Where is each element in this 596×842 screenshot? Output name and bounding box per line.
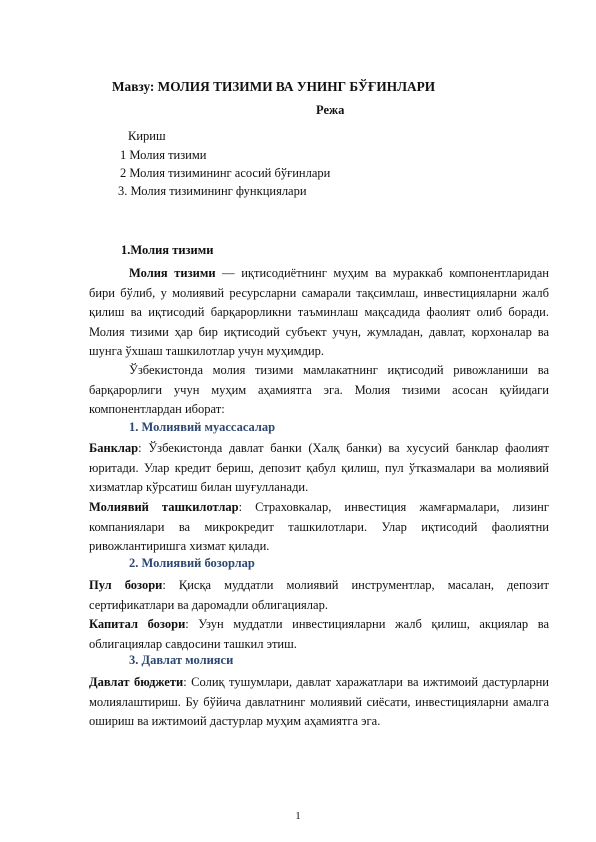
subsection-heading-1: 1. Молиявий муассасалар bbox=[129, 420, 276, 434]
page-number: 1 bbox=[295, 810, 301, 822]
item-term: Банклар bbox=[89, 441, 139, 455]
paragraph-2: Ўзбекистонда молия тизими мамлакатнинг иқтисодий ривожланиши ва барқарорлиги учун муҳим аҳамиятга эга. Молия тизими асосан қуйидаги компонентлардан иборат: bbox=[89, 363, 549, 416]
plan-item-1: 1 Молия тизими bbox=[120, 148, 207, 162]
item-term: Молиявий ташкилотлар bbox=[89, 500, 239, 514]
item-term: Давлат бюджети bbox=[89, 675, 184, 689]
intro-text: — иқтисодиётнинг муҳим ва мураккаб компонентларидан бири бўлиб, у молиявий ресурсларни самарали тақсимлаш, инвестицияларни жалб қилиш ва иқтисодий барқарорликни таъминлаш мақсадида фаолият олиб боради. Молия тизими ҳар бир иқтисодий субъект учун, жумладан, давлат, корхоналар ва шунга ўхшаш ташкилотлар учун муҳимдир. bbox=[89, 266, 550, 358]
item-banks bbox=[89, 439, 549, 498]
item-capital-market bbox=[89, 615, 549, 654]
subsection-heading-3: 3. Давлат молияси bbox=[129, 653, 234, 667]
item-text: : Солиқ тушумлари, давлат харажатлари ва ижтимоий дастурларни молиялаштириш. Бу бўйича давлатнинг молиявий сиёсати, инвестицияларни амалга ошириш ва ижтимоий дастурлар муҳим аҳамиятга эга. bbox=[89, 675, 549, 728]
intro-term: Молия тизими bbox=[129, 266, 216, 280]
plan-item-intro: Кириш bbox=[128, 129, 166, 143]
item-text: : Қисқа муддатли молиявий инструментлар, масалан, депозит сертификатлари ва даромадли облигациялар. bbox=[89, 578, 549, 612]
document-title: Мавзу: МОЛИЯ ТИЗИМИ ВА УНИНГ БЎҒИНЛАРИ bbox=[112, 79, 436, 94]
item-term: Пул бозори bbox=[89, 578, 163, 592]
item-text: : Страховкалар, инвестиция жамғармалари, лизинг компаниялари ва микрокредит ташкилотлари. Улар иқтисодий фаолиятни ривожлантиришга хизмат қилади. bbox=[89, 500, 549, 553]
item-financial-organizations bbox=[89, 498, 549, 557]
item-money-market bbox=[89, 576, 549, 615]
intro-paragraph bbox=[89, 264, 549, 362]
plan-item-3: 3. Молия тизимининг функциялари bbox=[118, 184, 307, 198]
item-state-budget bbox=[89, 673, 549, 732]
section-heading: 1.Молия тизими bbox=[121, 243, 214, 257]
plan-item-2: 2 Молия тизимининг асосий бўғинлари bbox=[120, 166, 331, 180]
item-text: : Узун муддатли инвестицияларни жалб қилиш, акциялар ва облигациялар савдосини ташкил этиш. bbox=[89, 617, 549, 651]
subsection-heading-2: 2. Молиявий бозорлар bbox=[129, 556, 255, 570]
plan-heading: Режа bbox=[316, 103, 345, 117]
item-text: : Ўзбекистонда давлат банки (Халқ банки) ва хусусий банклар фаолият юритади. Улар кредит бериш, депозит қабул қилиш, пул ўтказмалари ва молиявий хизматлар кўрсатиш билан шуғулланади. bbox=[89, 441, 549, 494]
item-term: Капитал бозори bbox=[89, 617, 186, 631]
